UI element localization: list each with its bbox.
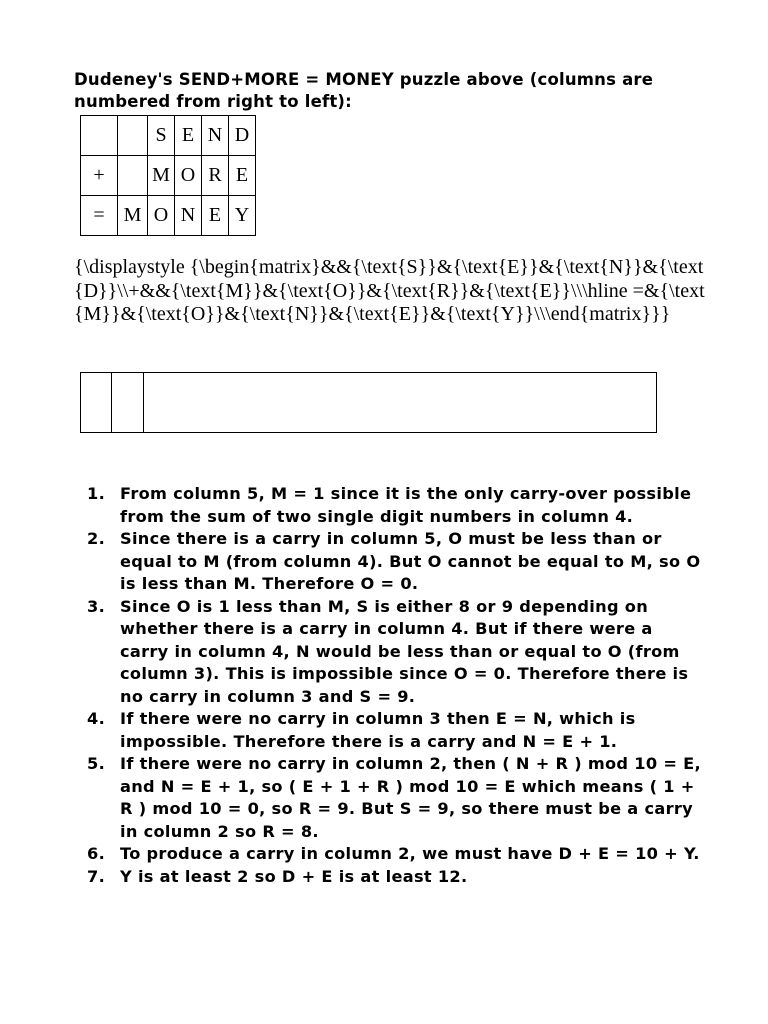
table-cell (118, 116, 148, 156)
table-cell: D (229, 116, 256, 156)
list-item (74, 708, 704, 753)
empty-table-cell (144, 373, 656, 432)
list-item (74, 483, 704, 528)
table-cell: E (229, 156, 256, 196)
list-item-text: If there were no carry in column 2, then ( N + R ) mod 10 = E, and N = E + 1, so ( E + 1 + R ) mod 10 = E which means ( 1 + R ) mod 10 = 0, so R = 9. But S = 9, so there must be a carry in column 2 so R = 8. (120, 754, 701, 841)
list-item-text: From column 5, M = 1 since it is the only carry-over possible from the sum of two single digit numbers in column 4. (120, 484, 692, 526)
table-cell: N (202, 116, 229, 156)
table-cell: = (81, 196, 118, 236)
list-item (74, 843, 704, 866)
table-cell: M (148, 156, 175, 196)
list-item-text: Since there is a carry in column 5, O must be less than or equal to M (from column 4). But O cannot be equal to M, so O is less than M. Therefore O = 0. (120, 529, 701, 593)
send-more-money-table (80, 115, 256, 236)
list-item-text: Since O is 1 less than M, S is either 8 or 9 depending on whether there is a carry in column 4. But if there were a carry in column 4, N would be less than or equal to O (from column 3). This is impossible since O = 0. Therefore there is no carry in column 3 and S = 9. (120, 596, 689, 706)
table-cell: R (202, 156, 229, 196)
list-item-number: 1. (87, 484, 106, 503)
list-item-number: 5. (87, 754, 106, 773)
table-cell: N (175, 196, 202, 236)
table-cell: M (118, 196, 148, 236)
table-cell (118, 156, 148, 196)
list-item (74, 528, 704, 596)
list-item-text: If there were no carry in column 3 then E = N, which is impossible. Therefore there is a carry and N = E + 1. (120, 709, 636, 751)
latex-source-text: {\displaystyle {\begin{matrix}&&{\text{S}}&{\text{E}}&{\text{N}}&{\text{D}}\\+&&{\text{M}}&{\text{O}}&{\text{R}}&{\text{E}}\\\hline =&{\text{M}}&{\text{O}}&{\text{N}}&{\text{E}}&{\text{Y}}\\\end{matrix}}} (74, 256, 705, 325)
table-cell: S (148, 116, 175, 156)
table-cell: O (148, 196, 175, 236)
list-item-number: 7. (87, 866, 106, 886)
intro-heading: Dudeney's SEND+MORE = MONEY puzzle above (columns are numbered from right to left): (74, 70, 654, 111)
table-cell (81, 116, 118, 156)
list-item (74, 866, 704, 889)
table-cell: E (175, 116, 202, 156)
table-row (81, 116, 256, 156)
table-cell: Y (229, 196, 256, 236)
list-item-text: To produce a carry in column 2, we must have D + E = 10 + Y. (120, 844, 700, 863)
list-item-number: 3. (87, 596, 106, 616)
table-cell: E (202, 196, 229, 236)
list-item-number: 2. (87, 529, 106, 548)
empty-table (80, 372, 657, 433)
table-row (81, 196, 256, 236)
table-row (81, 156, 256, 196)
list-item-number: 6. (87, 844, 106, 863)
empty-table-cell (112, 373, 144, 432)
list-item (74, 753, 704, 843)
list-item-text: Y is at least 2 so D + E is at least 12. (120, 866, 468, 886)
list-item (74, 596, 704, 709)
empty-table-cell (81, 373, 112, 432)
solution-steps-list (74, 483, 704, 888)
table-cell: + (81, 156, 118, 196)
table-cell: O (175, 156, 202, 196)
list-item-number: 4. (87, 709, 106, 728)
